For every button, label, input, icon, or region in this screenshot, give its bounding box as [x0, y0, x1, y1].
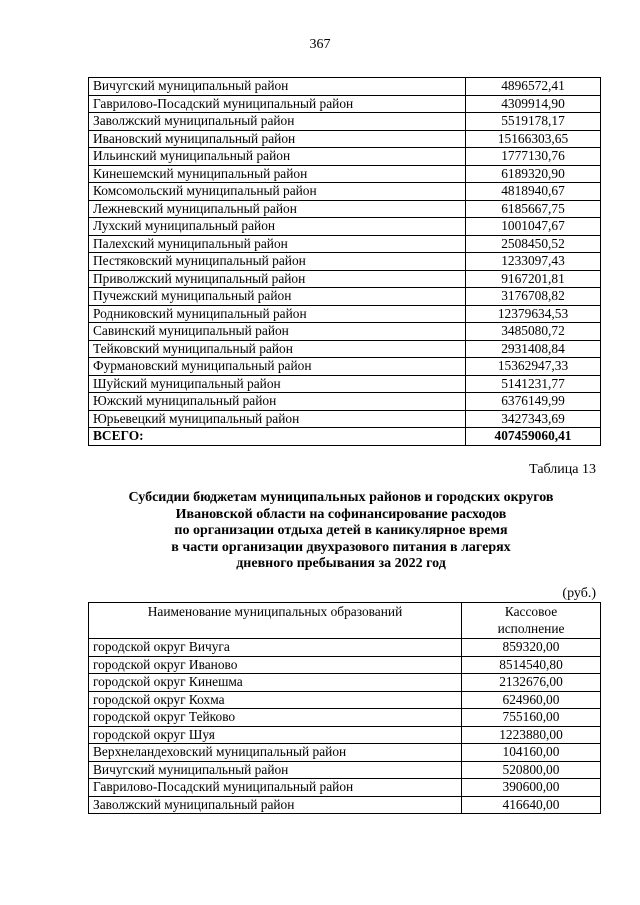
title-line: по организации отдыха детей в каникулярное время: [174, 523, 508, 538]
camp-meals-subsidies-table: [88, 602, 601, 814]
municipality-name: Юрьевецкий муниципальный район: [89, 410, 466, 428]
municipality-name: Ивановский муниципальный район: [89, 130, 466, 148]
amount-value: 1001047,67: [466, 218, 601, 236]
table-row: [89, 639, 601, 657]
municipality-name: Заволжский муниципальный район: [89, 796, 462, 814]
amount-value: 755160,00: [462, 709, 601, 727]
amount-value: 1777130,76: [466, 148, 601, 166]
amount-value: 390600,00: [462, 779, 601, 797]
header-line: Кассовое: [504, 604, 558, 619]
municipality-name: Савинский муниципальный район: [89, 323, 466, 341]
table-row: [89, 270, 601, 288]
municipality-name: Вичугский муниципальный район: [89, 761, 462, 779]
table-row: [89, 726, 601, 744]
municipality-name: городской округ Вичуга: [89, 639, 462, 657]
table-header-row: [89, 603, 601, 639]
table-row: [89, 691, 601, 709]
municipality-name: Заволжский муниципальный район: [89, 113, 466, 131]
table-row: [89, 744, 601, 762]
table-row: [89, 78, 601, 96]
amount-value: 4896572,41: [466, 78, 601, 96]
amount-value: 2931408,84: [466, 340, 601, 358]
municipality-name: Родниковский муниципальный район: [89, 305, 466, 323]
municipality-name: Приволжский муниципальный район: [89, 270, 466, 288]
municipality-name: Комсомольский муниципальный район: [89, 183, 466, 201]
page-number: 367: [309, 37, 331, 52]
municipality-name: Верхнеландеховский муниципальный район: [89, 744, 462, 762]
municipality-name: Шуйский муниципальный район: [89, 375, 466, 393]
table2-body: [89, 639, 601, 814]
currency-unit: (руб.): [562, 586, 596, 601]
table-row: [89, 165, 601, 183]
amount-value: 5141231,77: [466, 375, 601, 393]
amount-value: 6185667,75: [466, 200, 601, 218]
municipality-name: городской округ Шуя: [89, 726, 462, 744]
table-row: [89, 253, 601, 271]
table-row: [89, 218, 601, 236]
amount-value: 15362947,33: [466, 358, 601, 376]
amount-value: 3176708,82: [466, 288, 601, 306]
header-municipality: Наименование муниципальных образований: [89, 603, 462, 639]
title-line: Субсидии бюджетам муниципальных районов и городских округов: [128, 490, 554, 505]
amount-value: 859320,00: [462, 639, 601, 657]
table-row: [89, 674, 601, 692]
table-row: [89, 340, 601, 358]
amount-value: 3485080,72: [466, 323, 601, 341]
table-row: [89, 656, 601, 674]
table-row: [89, 375, 601, 393]
municipality-name: Фурмановский муниципальный район: [89, 358, 466, 376]
amount-value: 6376149,99: [466, 393, 601, 411]
municipality-name: Лухский муниципальный район: [89, 218, 466, 236]
table-row: [89, 183, 601, 201]
municipality-name: городской округ Кинешма: [89, 674, 462, 692]
table-row: [89, 235, 601, 253]
municipality-name: Пучежский муниципальный район: [89, 288, 466, 306]
table-row: [89, 148, 601, 166]
municipality-name: Кинешемский муниципальный район: [89, 165, 466, 183]
table-row: [89, 130, 601, 148]
total-value: 407459060,41: [466, 428, 601, 446]
subsidies-table-continued: [88, 77, 601, 446]
table-row: [89, 305, 601, 323]
table-row: [89, 323, 601, 341]
amount-value: 2508450,52: [466, 235, 601, 253]
amount-value: 3427343,69: [466, 410, 601, 428]
amount-value: 4818940,67: [466, 183, 601, 201]
total-row: [89, 428, 601, 446]
municipality-name: Гаврилово-Посадский муниципальный район: [89, 779, 462, 797]
amount-value: 416640,00: [462, 796, 601, 814]
table-row: [89, 288, 601, 306]
table-row: [89, 796, 601, 814]
municipality-name: городской округ Кохма: [89, 691, 462, 709]
amount-value: 8514540,80: [462, 656, 601, 674]
table-title: [60, 490, 622, 573]
table-row: [89, 200, 601, 218]
amount-value: 5519178,17: [466, 113, 601, 131]
amount-value: 15166303,65: [466, 130, 601, 148]
municipality-name: Вичугский муниципальный район: [89, 78, 466, 96]
header-cash-execution: [462, 603, 601, 639]
table-row: [89, 779, 601, 797]
title-line: дневного пребывания за 2022 год: [236, 556, 446, 571]
title-line: Ивановской области на софинансирование расходов: [175, 506, 507, 522]
title-line: в части организации двухразового питания в лагерях: [171, 539, 511, 555]
municipality-name: городской округ Иваново: [89, 656, 462, 674]
municipality-name: Пестяковский муниципальный район: [89, 253, 466, 271]
amount-value: 104160,00: [462, 744, 601, 762]
amount-value: 1223880,00: [462, 726, 601, 744]
amount-value: 520800,00: [462, 761, 601, 779]
municipality-name: Южский муниципальный район: [89, 393, 466, 411]
total-label: ВСЕГО:: [89, 428, 466, 446]
amount-value: 1233097,43: [466, 253, 601, 271]
table-row: [89, 761, 601, 779]
amount-value: 6189320,90: [466, 165, 601, 183]
table-row: [89, 95, 601, 113]
municipality-name: Гаврилово-Посадский муниципальный район: [89, 95, 466, 113]
municipality-name: Тейковский муниципальный район: [89, 340, 466, 358]
municipality-name: Палехский муниципальный район: [89, 235, 466, 253]
table-row: [89, 113, 601, 131]
amount-value: 12379634,53: [466, 305, 601, 323]
table-row: [89, 709, 601, 727]
header-line: исполнение: [497, 620, 565, 636]
amount-value: 9167201,81: [466, 270, 601, 288]
municipality-name: Ильинский муниципальный район: [89, 148, 466, 166]
table-row: [89, 358, 601, 376]
municipality-name: Лежневский муниципальный район: [89, 200, 466, 218]
municipality-name: городской округ Тейково: [89, 709, 462, 727]
table-row: [89, 410, 601, 428]
table-row: [89, 393, 601, 411]
table1-body: [89, 78, 601, 446]
amount-value: 2132676,00: [462, 674, 601, 692]
table-number: Таблица 13: [529, 462, 596, 477]
amount-value: 624960,00: [462, 691, 601, 709]
amount-value: 4309914,90: [466, 95, 601, 113]
